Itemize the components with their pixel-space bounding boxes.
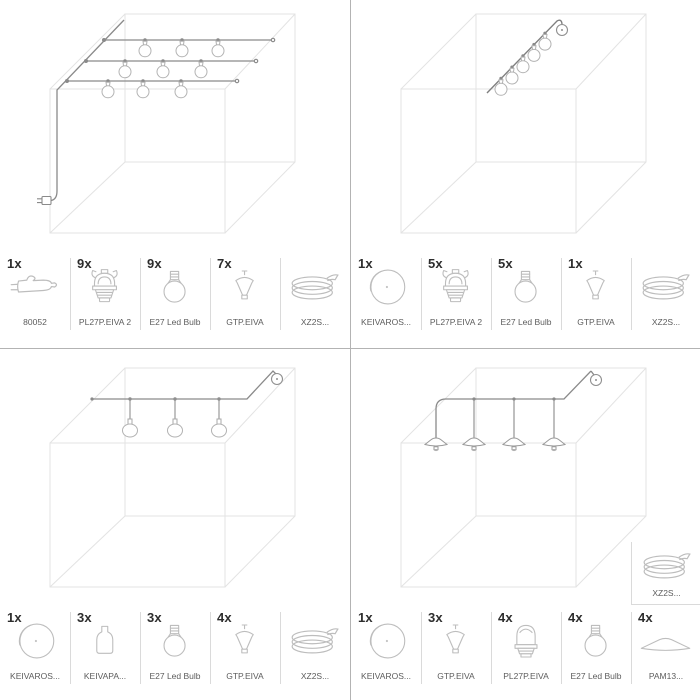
ceiling-rose-icon	[354, 619, 418, 663]
part-name: PAM13...	[648, 671, 684, 681]
part-quantity: 7x	[217, 256, 232, 271]
part-cell	[351, 606, 421, 696]
flat-shade-icon	[634, 619, 698, 663]
part-quantity: 3x	[428, 610, 443, 625]
holder-cover-icon	[73, 619, 137, 663]
part-cell	[210, 606, 280, 696]
part-cell	[631, 606, 700, 696]
part-name: KEIVAROS...	[361, 317, 411, 327]
lamp-holder-plain-icon	[494, 619, 558, 663]
part-name: KEIVAROS...	[361, 671, 411, 681]
part-quantity: 9x	[77, 256, 92, 271]
room-diagram-string-rows	[0, 0, 350, 252]
part-quantity: 5x	[428, 256, 443, 271]
part-name: XZ2S...	[652, 588, 681, 598]
part-quantity: 1x	[7, 610, 22, 625]
room-wireframe	[50, 14, 295, 233]
part-name: KEIVAPA...	[83, 671, 127, 681]
part-cell	[631, 252, 700, 342]
part-cell	[280, 252, 350, 342]
cable-coil-icon	[283, 619, 347, 663]
part-name: KEIVAROS...	[10, 671, 60, 681]
part-name: 80052	[23, 317, 47, 327]
part-quantity: 1x	[358, 610, 373, 625]
part-quantity: 4x	[217, 610, 232, 625]
ceiling-cable	[436, 371, 594, 438]
part-name: GTP.EIVA	[226, 317, 264, 327]
part-name: E27 Led Bulb	[149, 671, 201, 681]
parts-list-top-right	[351, 252, 700, 346]
ceiling-rose	[557, 25, 568, 36]
ceiling-rose-icon	[354, 265, 418, 309]
cable-coil-icon	[634, 265, 698, 309]
room-diagram-diagonal-string	[351, 0, 700, 252]
pendant-bulbs	[123, 397, 227, 437]
part-quantity: 4x	[498, 610, 513, 625]
led-bulb-icon	[564, 619, 628, 663]
part-name: E27 Led Bulb	[149, 317, 201, 327]
part-quantity: 9x	[147, 256, 162, 271]
wall-plug-icon	[37, 197, 51, 205]
part-name: XZ2S...	[651, 317, 681, 327]
part-quantity: 5x	[498, 256, 513, 271]
part-cell	[0, 606, 70, 696]
part-cell	[421, 252, 491, 342]
light-strings	[66, 38, 275, 82]
part-quantity: 1x	[568, 256, 583, 271]
shade-pendants	[425, 438, 565, 451]
part-quantity: 3x	[77, 610, 92, 625]
quadrant-bottom-right	[351, 350, 700, 698]
part-cell	[70, 252, 140, 342]
parts-list-top-left	[0, 252, 350, 346]
part-quantity: 1x	[358, 256, 373, 271]
part-cell	[491, 252, 561, 342]
cable-coil-icon	[283, 265, 347, 309]
lamp-holder-ears-icon	[424, 265, 488, 309]
part-cell	[561, 606, 631, 696]
part-name: E27 Led Bulb	[570, 671, 622, 681]
ceiling-rose-icon	[3, 619, 67, 663]
part-cell	[351, 252, 421, 342]
part-cell	[140, 252, 210, 342]
part-name: XZ2S...	[300, 671, 330, 681]
part-cell-extra	[631, 542, 700, 605]
room-wireframe	[401, 14, 646, 233]
part-quantity: 4x	[638, 610, 653, 625]
part-cell	[561, 252, 631, 342]
quadrant-top-right	[351, 0, 700, 348]
parts-list-bottom-right	[351, 606, 700, 700]
part-name: GTP.EIVA	[226, 671, 264, 681]
ceiling-hook-icon	[213, 265, 277, 309]
ceiling-hook-icon	[424, 619, 488, 663]
room-wireframe	[50, 368, 295, 587]
cable-coil-icon	[635, 544, 699, 588]
part-cell	[210, 252, 280, 342]
part-cell	[421, 606, 491, 696]
part-name: PL27P.EIVA 2	[78, 317, 132, 327]
part-quantity: 3x	[147, 610, 162, 625]
part-name: GTP.EIVA	[577, 317, 615, 327]
led-bulb-icon	[143, 619, 207, 663]
quadrant-bottom-left	[0, 350, 350, 698]
ceiling-hook-icon	[564, 265, 628, 309]
led-bulb-icon	[494, 265, 558, 309]
part-name: GTP.EIVA	[437, 671, 475, 681]
part-name: XZ2S...	[300, 317, 330, 327]
lamp-holder-ears-icon	[73, 265, 137, 309]
plug-icon	[3, 265, 67, 309]
room-wireframe	[401, 368, 646, 587]
part-cell	[140, 606, 210, 696]
parts-list-bottom-left	[0, 606, 350, 700]
ceiling-rose	[591, 375, 602, 386]
part-cell	[0, 252, 70, 342]
part-quantity: 4x	[568, 610, 583, 625]
ceiling-rose	[272, 374, 283, 385]
part-quantity: 1x	[7, 256, 22, 271]
part-name: E27 Led Bulb	[500, 317, 552, 327]
ceiling-hook-icon	[213, 619, 277, 663]
string-bulbs	[495, 32, 551, 96]
part-name: PL27P.EIVA 2	[429, 317, 483, 327]
part-name: PL27P.EIVA	[503, 671, 549, 681]
vertical-divider	[350, 0, 351, 700]
part-cell	[70, 606, 140, 696]
room-diagram-pendants	[0, 354, 350, 606]
quadrant-top-left	[0, 0, 350, 348]
part-cell	[491, 606, 561, 696]
part-cell	[280, 606, 350, 696]
led-bulb-icon	[143, 265, 207, 309]
